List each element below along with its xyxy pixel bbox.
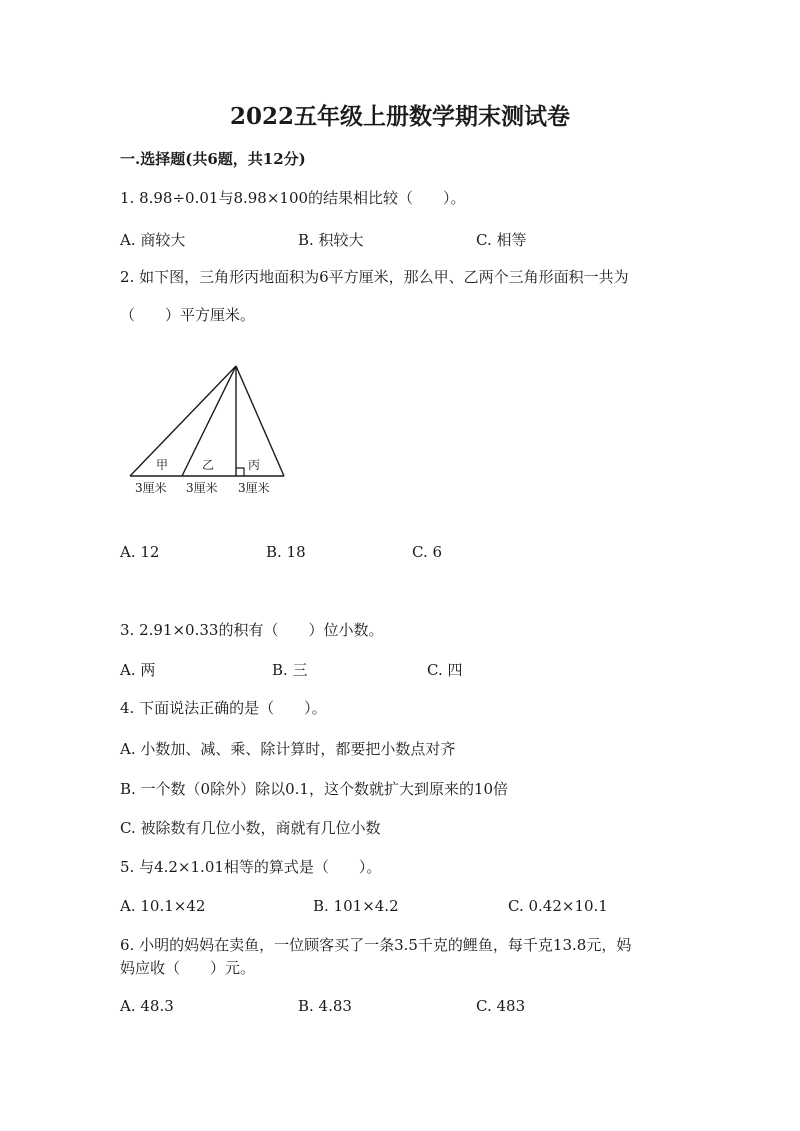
- q2-option-b[interactable]: B. 18: [266, 543, 306, 561]
- q1-option-c[interactable]: C. 相等: [476, 231, 527, 249]
- q4-option-c[interactable]: C. 被除数有几位小数，商就有几位小数: [120, 819, 381, 837]
- segment-label-1: 3厘米: [135, 481, 167, 495]
- segment-label-2: 3厘米: [186, 481, 218, 495]
- q2-option-a[interactable]: A. 12: [120, 543, 160, 561]
- q4-option-a[interactable]: A. 小数加、减、乘、除计算时，都要把小数点对齐: [120, 740, 456, 758]
- q5-option-b[interactable]: B. 101×4.2: [313, 897, 399, 915]
- q5-option-c[interactable]: C. 0.42×10.1: [508, 897, 608, 915]
- q3-option-c[interactable]: C. 四: [427, 661, 463, 679]
- q2-option-c[interactable]: C. 6: [412, 543, 443, 561]
- q3-option-b[interactable]: B. 三: [272, 661, 308, 679]
- q6-option-a[interactable]: A. 48.3: [120, 997, 174, 1015]
- page-title: 2022五年级上册数学期末测试卷: [229, 103, 570, 130]
- question-6-line-2: 妈应收（ ）元。: [120, 959, 256, 977]
- q6-option-c[interactable]: C. 483: [476, 997, 526, 1015]
- section-heading: 一.选择题(共6题，共12分): [120, 150, 306, 168]
- question-1: 1. 8.98÷0.01与8.98×100的结果相比较（ ）。: [120, 189, 466, 207]
- triangle-figure: [126, 358, 296, 498]
- right-angle-mark: [236, 468, 244, 476]
- q4-option-b[interactable]: B. 一个数（0除外）除以0.1，这个数就扩大到原来的10倍: [120, 780, 509, 798]
- q5-option-a[interactable]: A. 10.1×42: [120, 897, 206, 915]
- label-jia: 甲: [156, 458, 169, 472]
- q3-option-a[interactable]: A. 两: [120, 661, 156, 679]
- label-bing: 丙: [248, 458, 261, 472]
- question-6-line-1: 6. 小明的妈妈在卖鱼，一位顾客买了一条3.5千克的鲤鱼，每千克13.8元，妈: [120, 936, 632, 954]
- question-4: 4. 下面说法正确的是（ ）。: [120, 699, 327, 717]
- label-yi: 乙: [202, 458, 215, 472]
- segment-label-3: 3厘米: [238, 481, 270, 495]
- edge-left: [130, 366, 236, 476]
- question-5: 5. 与4.2×1.01相等的算式是（ ）。: [120, 858, 382, 876]
- q1-option-b[interactable]: B. 积较大: [298, 231, 364, 249]
- q6-option-b[interactable]: B. 4.83: [298, 997, 352, 1015]
- q1-option-a[interactable]: A. 商较大: [120, 231, 186, 249]
- question-2-line-1: 2. 如下图，三角形丙地面积为6平方厘米，那么甲、乙两个三角形面积一共为: [120, 268, 629, 286]
- question-3: 3. 2.91×0.33的积有（ ）位小数。: [120, 621, 384, 639]
- question-2-line-2: （ ）平方厘米。: [120, 306, 256, 324]
